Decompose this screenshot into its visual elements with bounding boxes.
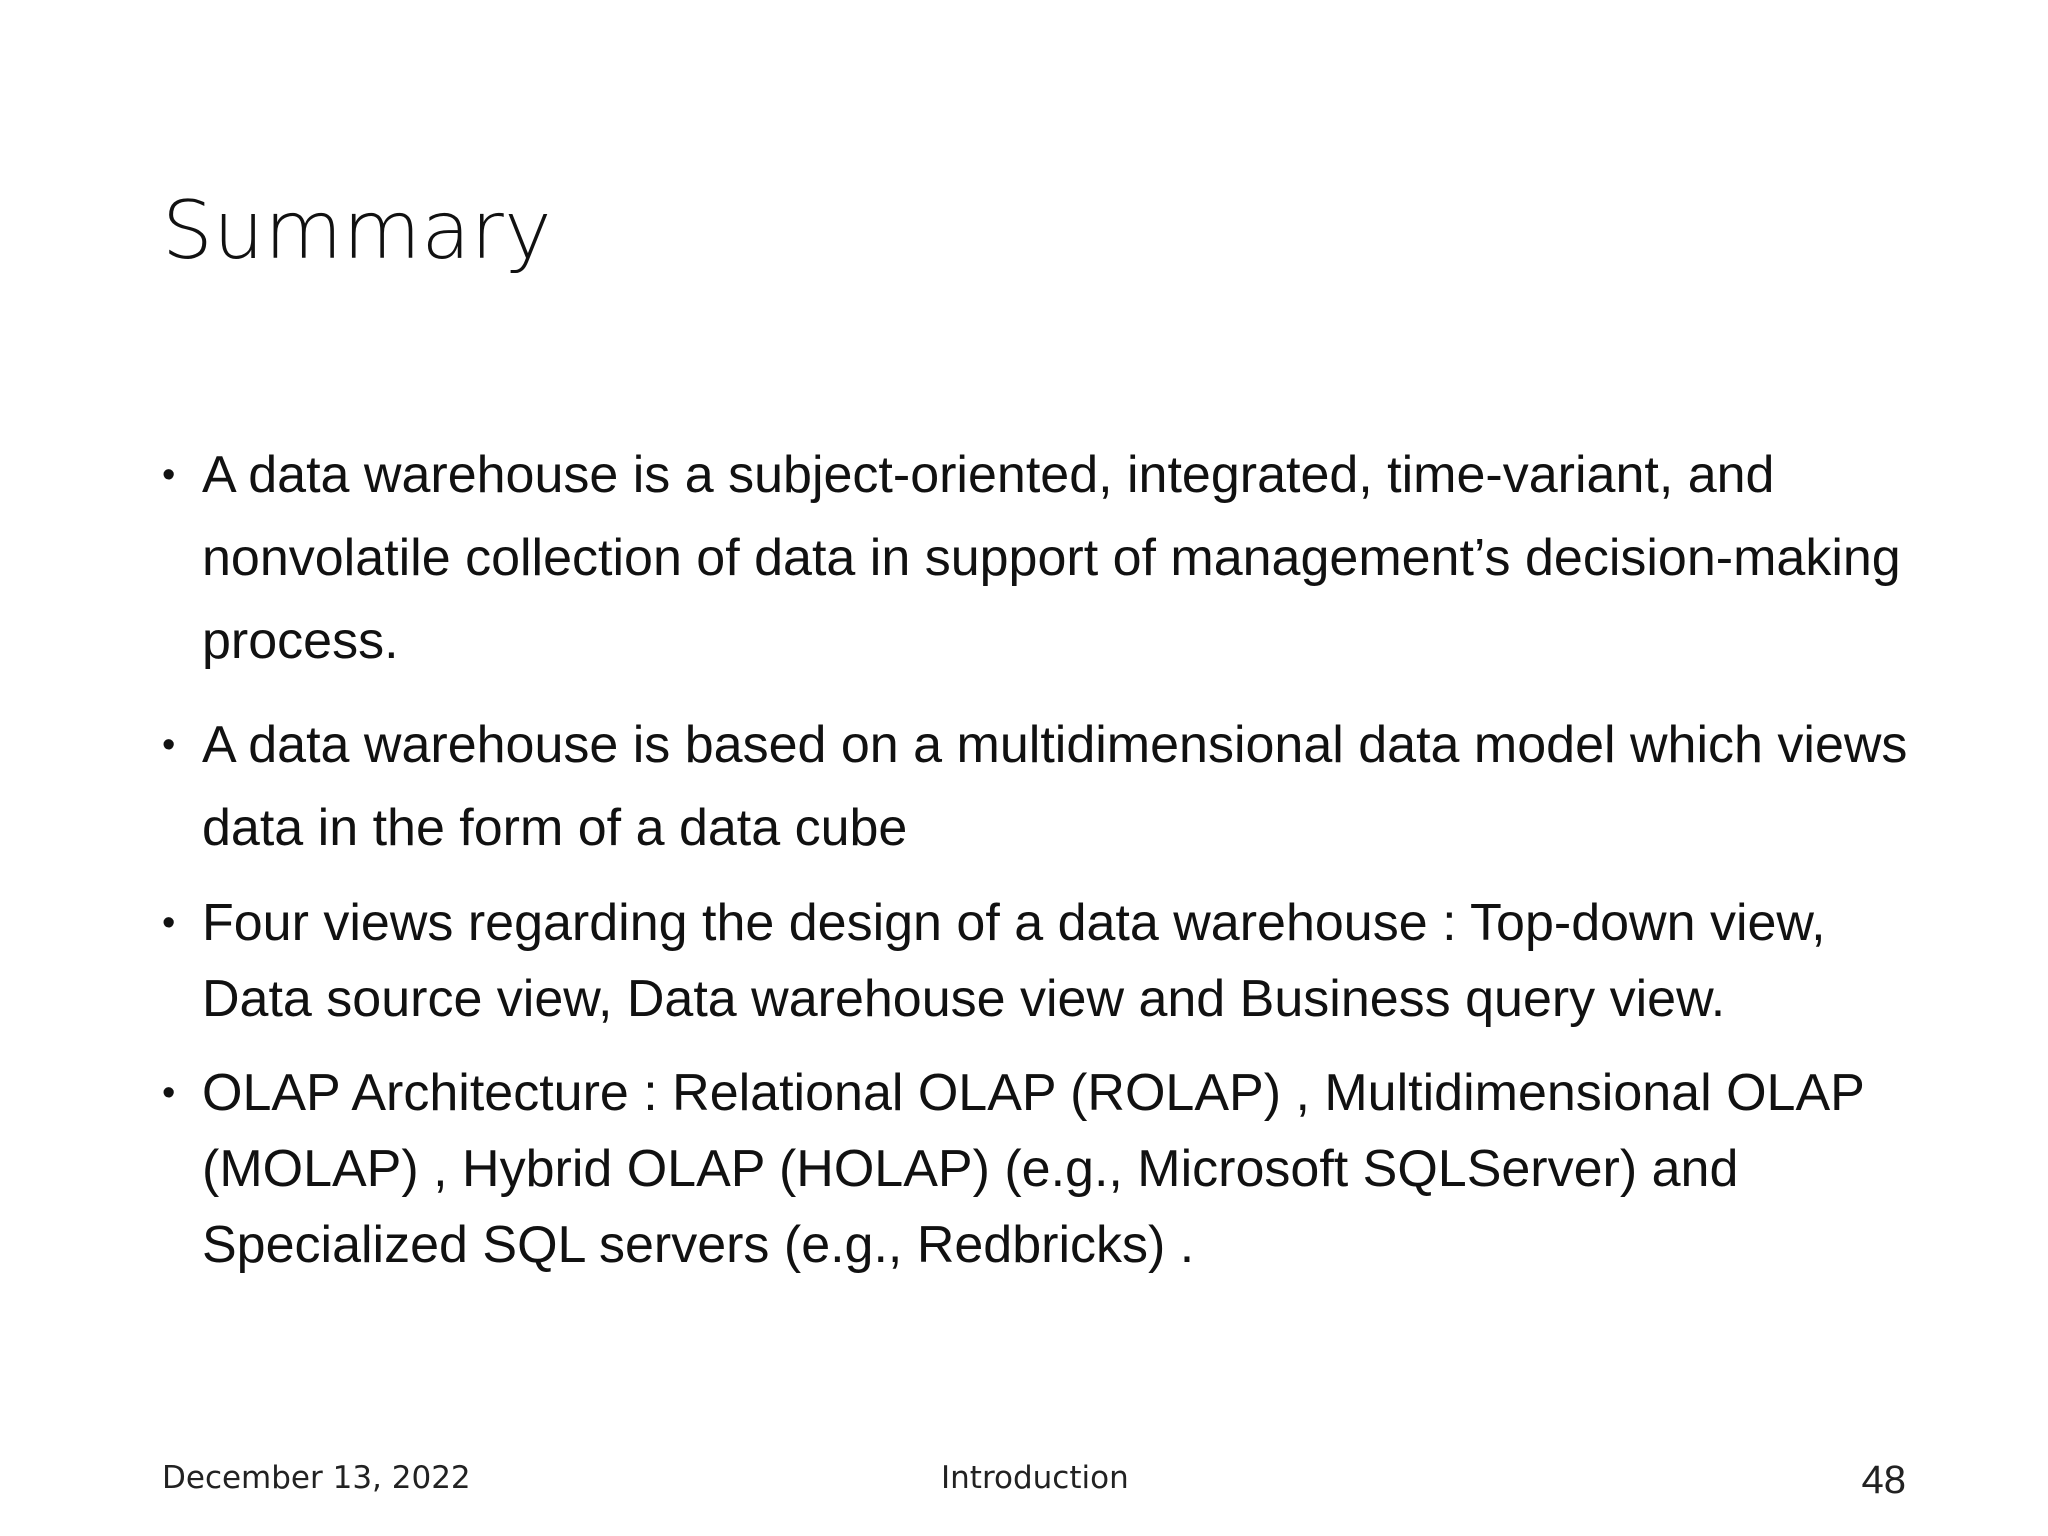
- footer-title: Introduction: [941, 1460, 1129, 1496]
- bullet-text: Four views regarding the design of a data warehouse : Top-down view, Data source view, Data warehouse view and Business query view.: [202, 894, 1826, 1028]
- slide-title: Summary: [162, 184, 553, 277]
- bullet-item: [162, 434, 1922, 683]
- footer-date: December 13, 2022: [162, 1460, 471, 1496]
- bullet-item: [162, 1055, 1922, 1283]
- bullet-icon: •: [162, 902, 176, 944]
- page-number: 48: [1861, 1458, 1906, 1502]
- bullet-item: [162, 885, 1922, 1037]
- bullet-icon: •: [162, 1072, 176, 1114]
- bullet-item: [162, 704, 1922, 870]
- bullet-icon: •: [162, 724, 176, 766]
- bullet-list: [162, 434, 1922, 1283]
- bullet-text: A data warehouse is a subject-oriented, integrated, time-variant, and nonvolatile collection of data in support of management’s decision-making process.: [202, 446, 1901, 670]
- bullet-icon: •: [162, 454, 176, 496]
- bullet-text: OLAP Architecture : Relational OLAP (ROLAP) , Multidimensional OLAP (MOLAP) , Hybrid OLAP (HOLAP) (e.g., Microsoft SQLServer) and Specialized SQL servers (e.g., Redbricks) .: [202, 1064, 1864, 1274]
- bullet-text: A data warehouse is based on a multidimensional data model which views data in the form of a data cube: [202, 716, 1908, 857]
